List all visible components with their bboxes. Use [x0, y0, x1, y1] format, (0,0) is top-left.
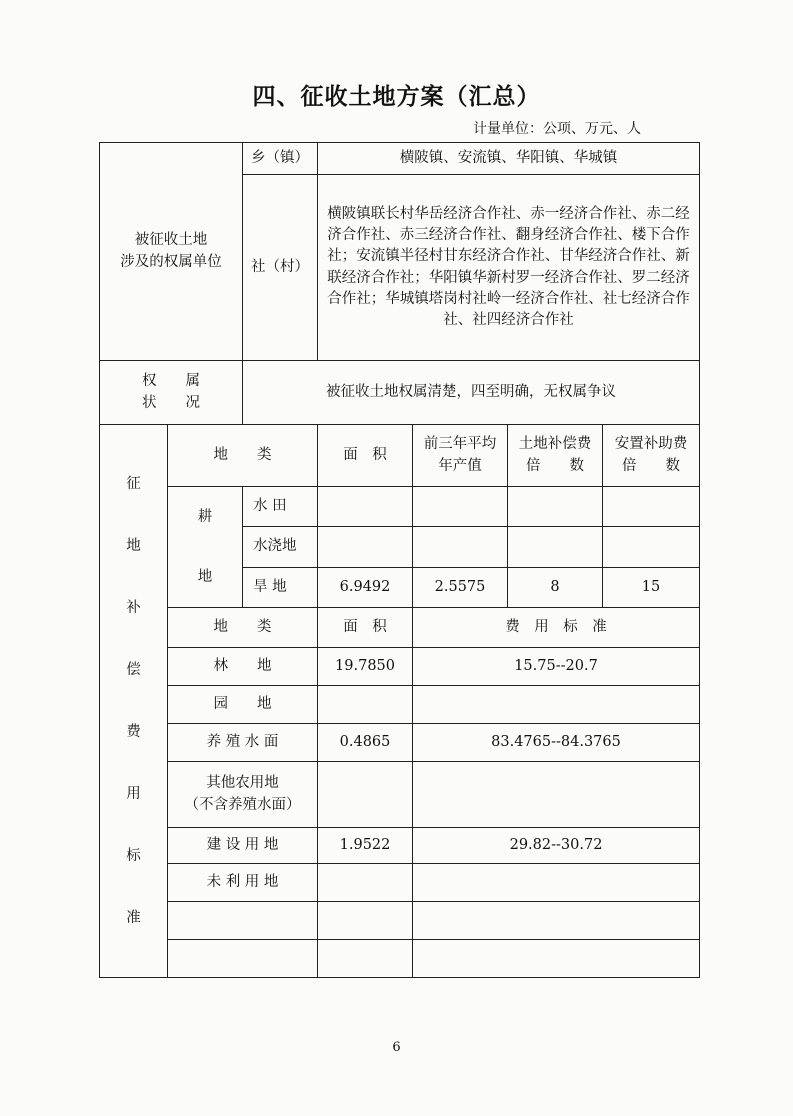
- land-type-cell: 养 殖 水 面: [168, 724, 318, 762]
- table-row: [100, 864, 700, 902]
- ownership-label: 被征收土地 涉及的权属单位: [100, 143, 243, 361]
- avg-output-cell: 2.5575: [413, 567, 508, 607]
- area-cell: 19.7850: [318, 648, 413, 686]
- land-type-cell: 建 设 用 地: [168, 828, 318, 864]
- township-value: 横陂镇、安流镇、华阳镇、华城镇: [318, 143, 700, 175]
- land-type-cell: 其他农用地 （不含养殖水面）: [168, 762, 318, 828]
- village-label: 社（村）: [243, 175, 318, 361]
- comp-multiple-cell: [508, 527, 603, 567]
- cultivated-group-label: [168, 487, 243, 608]
- side-char: 偿: [126, 662, 141, 678]
- side-char: 地: [126, 538, 141, 554]
- area-cell: [318, 527, 413, 567]
- land-type-cell: 林 地: [168, 648, 318, 686]
- side-char: 标: [126, 848, 141, 864]
- other-header-standard: 费 用 标 准: [413, 608, 700, 648]
- table-row: [100, 686, 700, 724]
- compensation-side-label: [100, 425, 168, 978]
- avg-output-cell: [413, 487, 508, 527]
- village-value: 横陂镇联长村华岳经济合作社、赤一经济合作社、赤二经济合作社、赤三经济合作社、翻身经济合作社、楼下合作社；安流镇半径村甘东经济合作社、甘华经济合作社、新联经济合作社；华阳镇华新村罗一经济合作社、罗二经济合作社；华城镇塔岗村社岭一经济合作社、社七经济合作社、社四经济合作社: [318, 175, 700, 361]
- area-cell: [318, 940, 413, 978]
- side-char: 征: [126, 476, 141, 492]
- area-cell: 0.4865: [318, 724, 413, 762]
- expropriation-table: [99, 142, 700, 978]
- land-type-cell: 水浇地: [243, 527, 318, 567]
- area-cell: [318, 686, 413, 724]
- table-row: [100, 902, 700, 940]
- area-cell: [318, 864, 413, 902]
- comp-multiple-cell: [508, 487, 603, 527]
- township-label: 乡（镇）: [243, 143, 318, 175]
- land-type-cell: 未 利 用 地: [168, 864, 318, 902]
- standard-cell: [413, 864, 700, 902]
- side-char: 补: [126, 600, 141, 616]
- land-type-cell: [168, 940, 318, 978]
- page-title: 四、征收土地方案（汇总）: [252, 84, 541, 110]
- table-row: [100, 724, 700, 762]
- resettle-multiple-cell: [603, 527, 700, 567]
- area-cell: [318, 902, 413, 940]
- side-char: 用: [126, 786, 141, 802]
- status-value: 被征收土地权属清楚，四至明确，无权属争议: [243, 361, 700, 425]
- cultivated-header-area: 面 积: [318, 425, 413, 487]
- table-row: [100, 648, 700, 686]
- unit-note: 计量单位：公项、万元、人: [473, 121, 641, 137]
- table-row: [100, 762, 700, 828]
- comp-multiple-cell: 8: [508, 567, 603, 607]
- table-row: [100, 940, 700, 978]
- cultivated-header-resettle-multiple: 安置补助费 倍 数: [603, 425, 700, 487]
- page-number: 6: [392, 1040, 401, 1055]
- avg-output-cell: [413, 527, 508, 567]
- area-cell: 6.9492: [318, 567, 413, 607]
- group-char: 地: [197, 569, 213, 585]
- cultivated-header-avg-output: 前三年平均 年产值: [413, 425, 508, 487]
- area-cell: [318, 762, 413, 828]
- group-char: 耕: [197, 509, 213, 525]
- standard-cell: [413, 762, 700, 828]
- standard-cell: [413, 902, 700, 940]
- other-header-area: 面 积: [318, 608, 413, 648]
- other-header-land-type: 地 类: [168, 608, 318, 648]
- land-type-cell: 水 田: [243, 487, 318, 527]
- standard-cell: 15.75--20.7: [413, 648, 700, 686]
- table-row: [100, 487, 700, 527]
- land-type-cell: 旱 地: [243, 567, 318, 607]
- land-type-cell: 园 地: [168, 686, 318, 724]
- standard-cell: [413, 686, 700, 724]
- standard-cell: 83.4765--84.3765: [413, 724, 700, 762]
- resettle-multiple-cell: [603, 487, 700, 527]
- status-label: 权 属 状 况: [100, 361, 243, 425]
- area-cell: 1.9522: [318, 828, 413, 864]
- side-char: 费: [126, 724, 141, 740]
- table-row: [100, 828, 700, 864]
- cultivated-header-comp-multiple: 土地补偿费 倍 数: [508, 425, 603, 487]
- area-cell: [318, 487, 413, 527]
- resettle-multiple-cell: 15: [603, 567, 700, 607]
- side-char: 准: [126, 910, 141, 926]
- standard-cell: 29.82--30.72: [413, 828, 700, 864]
- land-type-cell: [168, 902, 318, 940]
- cultivated-header-land-type: 地 类: [168, 425, 318, 487]
- standard-cell: [413, 940, 700, 978]
